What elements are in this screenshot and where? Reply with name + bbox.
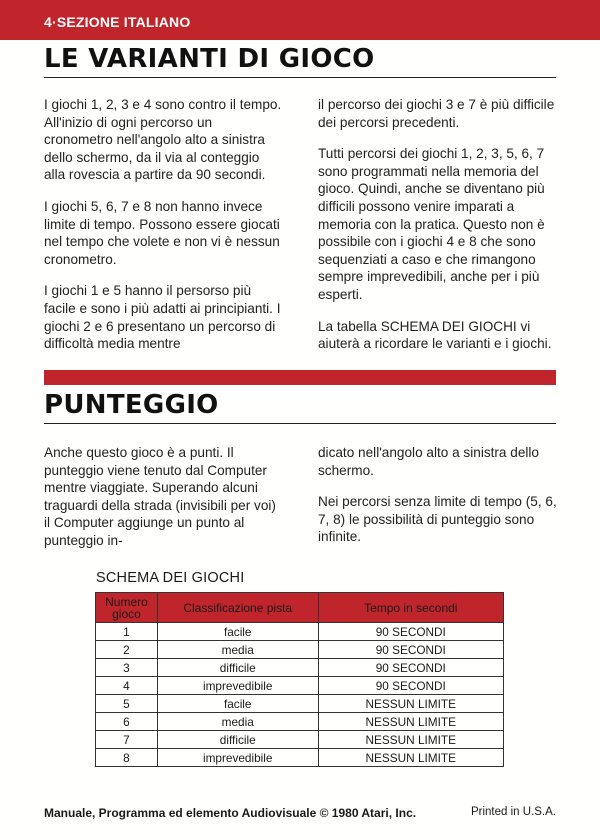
cell-numero: 5: [96, 695, 158, 713]
paragraph: il percorso dei giochi 3 e 7 è più difficile dei percorsi precedenti.: [318, 97, 555, 130]
cell-tempo: NESSUN LIMITE: [318, 695, 503, 713]
table-row: [96, 641, 504, 659]
table-row: [96, 713, 504, 731]
copyright-notice: Manuale, Programma ed elemento Audiovisuale © 1980 Atari, Inc.: [44, 806, 417, 820]
punteggio-right-column: [318, 444, 558, 560]
table-row: [96, 749, 504, 767]
cell-numero: 2: [96, 641, 158, 659]
paragraph: I giochi 1, 2, 3 e 4 sono contro il tempo. All'inizio di ogni percorso un cronometro nell'angolo alto a sinistra dello schermo, da il via al conteggio alla rovescia a partire da 90 secondi.: [44, 97, 282, 183]
column-header-numero: Numero gioco: [96, 593, 158, 623]
paragraph: Anche questo gioco è a punti. Il punteggio viene tenuto dal Computer mentre viaggiate. Superando alcuni traguardi della strada (invisibili per voi) il Computer aggiunge un punto al punteggio in-: [44, 445, 276, 548]
varianti-left-column: [44, 96, 284, 367]
cell-tempo: NESSUN LIMITE: [318, 713, 503, 731]
cell-numero: 6: [96, 713, 158, 731]
cell-pista: imprevedibile: [157, 677, 318, 695]
section-title-punteggio: PUNTEGGIO: [44, 390, 219, 420]
title-rule: [44, 77, 556, 78]
cell-numero: 7: [96, 731, 158, 749]
table-title: SCHEMA DEI GIOCHI: [96, 570, 245, 586]
paragraph: I giochi 1 e 5 hanno il persorso più facile e sono i più adatti ai principianti. I giochi 2 e 6 presentano un percorso di difficoltà media mentre: [44, 283, 281, 352]
paragraph: Tutti percorsi dei giochi 1, 2, 3, 5, 6, 7 sono programmati nella memoria del gioco. Quindi, anche se diventano più difficili possono venire imparati a memoria con la pratica. Questo non è possibile con i giochi 4 e 8 che sono sequenziati a caso e che rimangono sempre imprevedibili, anche per i più esperti.: [318, 146, 545, 302]
table-row: [96, 659, 504, 677]
varianti-right-column: [318, 96, 558, 367]
cell-pista: facile: [157, 623, 318, 641]
punteggio-left-column: [44, 444, 282, 564]
section-title-varianti: LE VARIANTI DI GIOCO: [44, 44, 375, 74]
section-label: 4·SEZIONE ITALIANO: [44, 14, 191, 30]
table-row: [96, 695, 504, 713]
cell-pista: imprevedibile: [157, 749, 318, 767]
table-row: [96, 677, 504, 695]
cell-tempo: 90 SECONDI: [318, 659, 503, 677]
cell-tempo: NESSUN LIMITE: [318, 731, 503, 749]
paragraph: Nei percorsi senza limite di tempo (5, 6, 7, 8) le possibilità di punteggio sono infinite.: [318, 494, 557, 545]
cell-pista: facile: [157, 695, 318, 713]
cell-tempo: 90 SECONDI: [318, 641, 503, 659]
cell-tempo: NESSUN LIMITE: [318, 749, 503, 767]
paragraph: dicato nell'angolo alto a sinistra dello schermo.: [318, 445, 539, 478]
cell-numero: 4: [96, 677, 158, 695]
column-header-classificazione: Classificazione pista: [157, 593, 318, 623]
table-row: [96, 731, 504, 749]
cell-tempo: 90 SECONDI: [318, 677, 503, 695]
table-header-row: [96, 593, 504, 623]
game-schema-table: [95, 592, 504, 767]
cell-numero: 3: [96, 659, 158, 677]
cell-numero: 8: [96, 749, 158, 767]
paragraph: La tabella SCHEMA DEI GIOCHI vi aiuterà a ricordare le varianti e i giochi.: [318, 318, 552, 352]
cell-numero: 1: [96, 623, 158, 641]
cell-pista: media: [157, 641, 318, 659]
table-row: [96, 623, 504, 641]
title-rule: [44, 423, 556, 424]
printed-in-notice: Printed in U.S.A.: [470, 806, 556, 818]
cell-tempo: 90 SECONDI: [318, 623, 503, 641]
cell-pista: difficile: [157, 659, 318, 677]
cell-pista: media: [157, 713, 318, 731]
cell-pista: difficile: [157, 731, 318, 749]
section-divider-band: [44, 370, 556, 385]
column-header-tempo: Tempo in secondi: [318, 593, 503, 623]
header-bar: [0, 0, 600, 40]
paragraph: I giochi 5, 6, 7 e 8 non hanno invece limite di tempo. Possono essere giocati nel tempo che volete e non vi è nessun cronometro.: [44, 198, 280, 267]
